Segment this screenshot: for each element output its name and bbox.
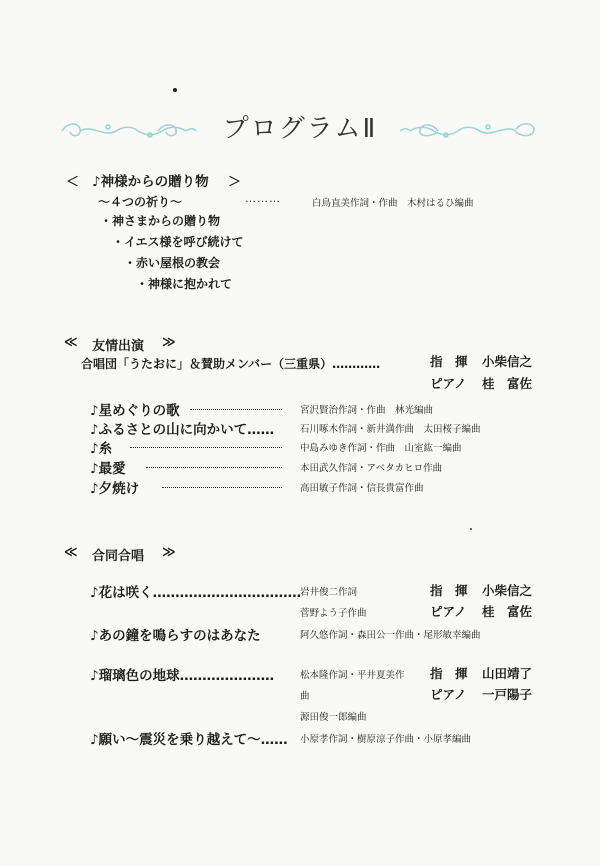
song-title: ♪あの鐘を鳴らすのはあなた bbox=[90, 628, 261, 644]
song-credit: 高田敏子作詞・信長貴富作曲 bbox=[300, 483, 424, 494]
song-credit: 阿久悠作詞・森田公一作曲・尾形敏幸編曲 bbox=[300, 630, 481, 641]
dot-leader bbox=[162, 487, 282, 488]
section1-bracket-open: ＜ bbox=[66, 175, 80, 190]
section1-subtitle: ～４つの祈り～ bbox=[98, 195, 183, 209]
song-title: ♪糸 bbox=[90, 441, 113, 457]
role-person: 桂 富佐 bbox=[482, 376, 533, 391]
song-title: ♪夕焼け bbox=[90, 481, 140, 497]
section3-heading: 合同合唱 bbox=[92, 549, 145, 564]
role-label: ピアノ bbox=[430, 604, 467, 619]
section3-heading-close: ≫ bbox=[162, 545, 176, 560]
song-credit: 菅野よう子作曲 bbox=[300, 608, 367, 619]
song-credit: 源田俊一郎編曲 bbox=[300, 712, 367, 723]
section2-heading: 友情出演 bbox=[92, 339, 145, 354]
song-credit: 松本隆作詞・平井夏美作 bbox=[300, 670, 405, 681]
role-person: 山田靖了 bbox=[482, 666, 533, 681]
section1-item: ・赤い屋根の教会 bbox=[124, 256, 221, 270]
section2-heading-close: ≫ bbox=[162, 335, 176, 350]
song-title: ♪星めぐりの歌 bbox=[90, 403, 180, 419]
song-title: ♪花は咲く…………………………… bbox=[90, 585, 302, 601]
role-label: ピアノ bbox=[430, 376, 467, 391]
role-label: 指 揮 bbox=[430, 583, 468, 598]
song-credit: 本田武久作詞・アベタカヒロ作曲 bbox=[300, 463, 443, 474]
section1-title: ♪神様からの贈り物 bbox=[92, 174, 209, 190]
section1-item: ・神さまからの贈り物 bbox=[100, 214, 221, 228]
role-label: ピアノ bbox=[430, 687, 467, 702]
role-label: 指 揮 bbox=[430, 354, 468, 369]
song-title: ♪ふるさとの山に向かいて…… bbox=[90, 422, 275, 438]
song-credit: 宮沢賢治作詞・作曲 林光編曲 bbox=[300, 405, 434, 416]
role-person: 小柴信之 bbox=[482, 583, 533, 598]
song-credit: 曲 bbox=[300, 691, 310, 702]
section1-bracket-close: ＞ bbox=[228, 175, 242, 190]
section1-leader: ……… bbox=[245, 192, 281, 205]
role-person: 小柴信之 bbox=[482, 354, 533, 369]
right-ornament-icon bbox=[398, 120, 538, 142]
section2-choir: 合唱団「うたおに」＆賛助メンバー（三重県）………… bbox=[81, 357, 381, 371]
ink-speck bbox=[470, 528, 472, 530]
song-title: ♪瑠璃色の地球………………… bbox=[90, 668, 275, 684]
song-title: ♪最愛 bbox=[90, 461, 126, 477]
dot-leader bbox=[190, 409, 282, 410]
song-credit: 小原孝作詞・樹原涼子作曲・小原孝編曲 bbox=[300, 734, 472, 745]
section2-heading-open: ≪ bbox=[64, 335, 78, 350]
section1-item: ・イエス様を呼び続けて bbox=[112, 235, 244, 249]
section3-heading-open: ≪ bbox=[64, 545, 78, 560]
song-credit: 石川啄木作詞・新井満作曲 太田桜子編曲 bbox=[300, 424, 481, 435]
title-row bbox=[0, 108, 600, 148]
dot-leader bbox=[130, 447, 282, 448]
role-label: 指 揮 bbox=[430, 666, 468, 681]
song-credit: 岩井俊二作詞 bbox=[300, 587, 358, 598]
song-credit: 中島みゆき作詞・作曲 山室紘一編曲 bbox=[300, 443, 462, 454]
section1-item: ・神様に抱かれて bbox=[136, 277, 233, 291]
left-ornament-icon bbox=[58, 120, 198, 142]
role-person: 桂 富佐 bbox=[482, 604, 533, 619]
dot-leader bbox=[146, 467, 282, 468]
role-person: 一戸陽子 bbox=[482, 687, 533, 702]
ink-speck bbox=[173, 88, 177, 92]
page-title: プログラムⅡ bbox=[222, 114, 378, 144]
song-title: ♪願い～震災を乗り越えて～…… bbox=[90, 732, 288, 748]
section1-credit: 白鳥直美作詞・作曲 木村はるひ編曲 bbox=[312, 198, 474, 209]
